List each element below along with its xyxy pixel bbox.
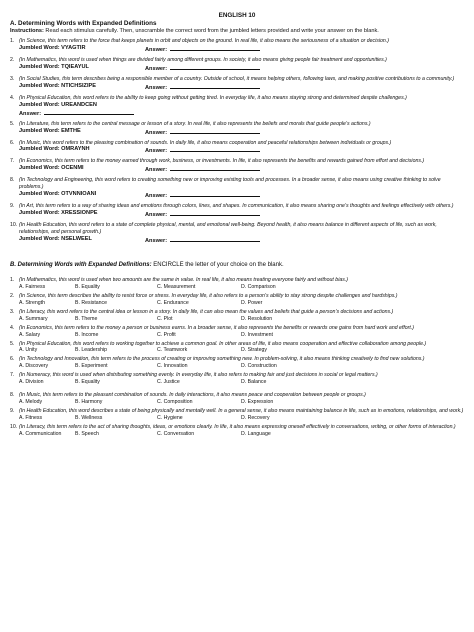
question-stimulus: (In Music, this word refers to the pleasing combination of sounds. In daily life, it also means cooperation and peaceful relationships between individuals or groups.) xyxy=(19,139,392,146)
jumbled-word-row xyxy=(19,146,464,155)
question-stimulus: (In Economics, this term refers to the money earned through work, business, or investments. In life, it also represents the benefits and rewards gained from effort and decisions.) xyxy=(19,158,425,165)
choice-option[interactable]: B. Leadership xyxy=(75,347,108,354)
jumbled-word: Jumbled Word: OTVNNIOANI xyxy=(19,191,97,198)
section-b-question xyxy=(10,408,464,415)
jumbled-word: Jumbled Word: UREANDCEN xyxy=(19,101,97,108)
choice-option[interactable]: D. Strategy xyxy=(241,347,267,354)
section-b-question xyxy=(10,392,464,399)
answer-area xyxy=(145,210,260,219)
choice-option[interactable]: A. Summary xyxy=(19,315,48,322)
choice-option[interactable]: A. Melody xyxy=(19,399,43,406)
question-number: 8. xyxy=(10,392,15,399)
question-stimulus: (In Mathematics, this word is used when two amounts are the same in value. In real life, it also means treating everyone fairly and without bias.) xyxy=(19,276,348,283)
answer-blank[interactable] xyxy=(170,146,260,152)
question-stimulus: (In Numeracy, this word is used when distributing something evenly. In everyday life, it also refers to making fair and just decisions in social or legal matters.) xyxy=(19,372,378,379)
question-stimulus: (In Art, this term refers to a way of sharing ideas and emotions through colors, lines, and shapes. In communication, it also means sharing one’s thoughts and feelings effectively with others.) xyxy=(19,203,454,210)
question-number: 1. xyxy=(10,38,15,44)
choice-option[interactable]: D. Expression xyxy=(241,399,274,406)
answer-label: Answer: xyxy=(145,212,168,219)
question-stimulus: (In Mathematics, this word is used when things are divided fairly among different groups. In society, it also means giving people fair treatment and opportunities.) xyxy=(19,56,387,63)
choice-option[interactable]: C. Endurance xyxy=(157,299,189,306)
section-b-title: B. Determining Words with Expanded Definitions: xyxy=(10,261,152,268)
question-number: 6. xyxy=(10,356,15,363)
answer-area xyxy=(145,64,260,73)
jumbled-word-row xyxy=(19,128,464,137)
section-b-question xyxy=(10,341,464,348)
choice-option[interactable]: B. Wellness xyxy=(75,415,103,422)
jumbled-word-row xyxy=(19,165,464,174)
answer-blank[interactable] xyxy=(170,210,260,216)
question-number: 10. xyxy=(10,222,18,229)
page-title: ENGLISH 10 xyxy=(218,12,256,19)
section-a-question xyxy=(10,203,464,210)
section-a-question xyxy=(10,121,464,128)
instructions-text: Read each stimulus carefully. Then, unscramble the correct word from the jumbled letters provided and write your answer on the blank. xyxy=(43,28,379,34)
jumbled-word-row xyxy=(19,191,464,200)
section-b-question xyxy=(10,424,464,431)
answer-blank[interactable] xyxy=(170,83,260,89)
choice-option[interactable]: D. Resolution xyxy=(241,315,273,322)
section-a-question xyxy=(10,95,464,102)
choice-option[interactable]: B. Equality xyxy=(75,283,100,290)
choice-option[interactable]: B. Resistance xyxy=(75,299,108,306)
question-number: 6. xyxy=(10,139,15,146)
question-number: 7. xyxy=(10,372,15,379)
question-stimulus: (In Science, this term describes the ability to resist force or stress. In everyday life, it also refers to a person’s ability to stay strong despite challenges and hardships.) xyxy=(19,292,398,299)
choice-option[interactable]: D. Language xyxy=(241,430,271,437)
section-a-title: A. Determining Words with Expanded Definitions xyxy=(10,20,157,27)
section-a-list xyxy=(10,38,464,245)
choice-row xyxy=(19,347,464,354)
jumbled-word: Jumbled Word: OMRAYNH xyxy=(19,146,90,153)
choice-row xyxy=(19,415,464,422)
choice-row xyxy=(19,316,464,323)
jumbled-word: Jumbled Word: XRESSIONPE xyxy=(19,210,98,217)
question-stimulus: (In Literature, this term refers to the central message or lesson of a story. In real life, it also represents the beliefs and morals that guide people’s actions.) xyxy=(19,120,371,127)
choice-row xyxy=(19,431,464,438)
question-number: 8. xyxy=(10,177,15,184)
choice-option[interactable]: B. Experiment xyxy=(75,363,108,370)
choice-option[interactable]: D. Investment xyxy=(241,331,274,338)
section-b-question xyxy=(10,325,464,332)
question-number: 2. xyxy=(10,56,15,63)
choice-option[interactable]: D. Recovery xyxy=(241,415,270,422)
jumbled-word-row xyxy=(19,83,464,92)
section-a-question xyxy=(10,57,464,64)
question-stimulus: (In Science, this term refers to the force that keeps planets in orbit and objects on the ground. In real life, it also means the seriousness of a situation or decision.) xyxy=(19,38,389,44)
section-a-instructions xyxy=(10,28,464,35)
question-stimulus: (In Health Education, this word describes a state of being physically and mentally well. In a general sense, it also means maintaining balance in life, such as in emotions, relationships, and work.) xyxy=(19,408,464,415)
jumbled-word-row xyxy=(19,45,464,54)
answer-area xyxy=(145,146,260,155)
choice-option[interactable]: D. Balance xyxy=(241,379,267,386)
choice-row xyxy=(19,363,464,370)
question-stimulus: (In Health Education, this word refers to a state of complete physical, mental, and emotional well-being. Beyond health, it also means balance in different aspects of life, such as work, relationships, and personal growth.) xyxy=(19,222,437,235)
choice-row xyxy=(19,284,464,291)
jumbled-word: Jumbled Word: NSELWEEL xyxy=(19,235,92,242)
section-b-heading xyxy=(10,261,464,269)
choice-option[interactable]: A. Discovery xyxy=(19,363,49,370)
question-number: 3. xyxy=(10,308,15,315)
answer-area xyxy=(145,128,260,137)
answer-blank[interactable] xyxy=(170,128,260,134)
answer-label: Answer: xyxy=(19,110,42,117)
choice-option[interactable]: B. Harmony xyxy=(75,399,103,406)
choice-row xyxy=(19,300,464,307)
instructions-label: Instructions: xyxy=(10,28,44,34)
question-number: 9. xyxy=(10,203,15,210)
question-number: 5. xyxy=(10,340,15,347)
section-a-question xyxy=(10,140,464,147)
jumbled-word: Jumbled Word: OCENMI xyxy=(19,165,84,172)
question-stimulus: (In Social Studies, this term describes being a responsible member of a country. Outside of school, it means helping others, following laws, and making positive contributions to a community.) xyxy=(19,75,455,82)
question-stimulus: (In Literacy, this term refers to the act of sharing thoughts, ideas, or emotions clearly. In life, it also means expressing oneself effectively in conversations, writing, or other forms of interaction.) xyxy=(19,424,456,431)
choice-option[interactable]: C. Composition xyxy=(157,399,193,406)
section-a-question xyxy=(10,177,464,191)
question-stimulus: (In Music, this term refers to the pleasant combination of sounds. In daily interactions, it also means peace and cooperation between people or groups.) xyxy=(19,392,366,399)
choice-option[interactable]: C. Hygiene xyxy=(157,415,183,422)
section-a-question xyxy=(10,158,464,165)
section-b-instruction: ENCIRCLE the letter of your choice on the blank. xyxy=(151,261,284,268)
choice-option[interactable]: A. Fairness xyxy=(19,283,46,290)
section-b-question xyxy=(10,293,464,300)
choice-option[interactable]: A. Fitness xyxy=(19,415,43,422)
choice-option[interactable]: A. Salary xyxy=(19,331,41,338)
section-a-question xyxy=(10,222,464,236)
answer-label: Answer: xyxy=(145,46,168,53)
question-stimulus: (In Technology and Innovation, this term refers to the process of creating or improving something new. In problem-solving, it also means thinking creatively to find new solutions.) xyxy=(19,356,425,363)
choice-option[interactable]: D. Power xyxy=(241,299,263,306)
choice-option[interactable]: A. Division xyxy=(19,379,44,386)
answer-area xyxy=(19,109,464,118)
section-b-question xyxy=(10,277,464,284)
answer-label: Answer: xyxy=(145,167,168,174)
question-stimulus: (In Physical Education, this word refers to working together to achieve a common goal. In other areas of life, it also means cooperation and effective collaboration among people.) xyxy=(19,340,427,347)
section-b-question xyxy=(10,309,464,316)
section-b-question xyxy=(10,372,464,379)
jumbled-word-row xyxy=(19,102,464,118)
answer-label: Answer: xyxy=(145,237,168,244)
answer-blank[interactable] xyxy=(170,45,260,51)
section-a-question xyxy=(10,76,464,83)
answer-blank[interactable] xyxy=(170,165,260,171)
jumbled-word: Jumbled Word: NTICHSIZIPE xyxy=(19,82,96,89)
section-a-question xyxy=(10,38,464,45)
question-number: 1. xyxy=(10,276,15,283)
question-stimulus: (In Technology and Engineering, this word refers to creating something new or improving existing tools and processes. In a broader sense, it also means using creative thinking to solve problems.) xyxy=(19,177,441,191)
answer-label: Answer: xyxy=(145,65,168,72)
question-number: 7. xyxy=(10,158,15,165)
answer-blank[interactable] xyxy=(170,191,260,197)
choice-option[interactable]: B. Income xyxy=(75,331,99,338)
choice-option[interactable]: A. Strength xyxy=(19,299,45,306)
choice-row xyxy=(19,379,464,386)
jumbled-word-row xyxy=(19,64,464,73)
answer-label: Answer: xyxy=(145,193,168,200)
question-number: 3. xyxy=(10,75,15,82)
answer-label: Answer: xyxy=(145,148,168,155)
question-stimulus: (In Literacy, this word refers to the central idea or lesson in a story. In daily life, it can also mean the values and beliefs that guide a person’s decisions and actions.) xyxy=(19,308,394,315)
jumbled-word: Jumbled Word: TQIEAYUL xyxy=(19,63,89,70)
choice-option[interactable]: C. Profit xyxy=(157,331,176,338)
question-number: 9. xyxy=(10,408,15,415)
choice-option[interactable]: C. Plot xyxy=(157,315,173,322)
section-b-question xyxy=(10,356,464,363)
question-stimulus: (In Physical Education, this word refers to the ability to keep going without getting tired. In everyday life, it also means staying strong and determined despite challenges.) xyxy=(19,94,407,101)
choice-option[interactable]: B. Speech xyxy=(75,430,99,437)
choice-option[interactable]: B. Theme xyxy=(75,315,98,322)
question-number: 4. xyxy=(10,324,15,331)
jumbled-word-row xyxy=(19,236,464,245)
answer-area xyxy=(145,165,260,174)
choice-option[interactable]: D. Comparison xyxy=(241,283,276,290)
question-stimulus: (In Economics, this term refers to the money a person or business earns. In a broader sense, it also represents the benefits or rewards one gains from hard work and effort.) xyxy=(19,324,415,331)
answer-area xyxy=(145,83,260,92)
question-number: 4. xyxy=(10,94,15,101)
choice-option[interactable]: A. Communication xyxy=(19,430,62,437)
question-number: 5. xyxy=(10,120,15,127)
choice-option[interactable]: C. Innovation xyxy=(157,363,188,370)
choice-option[interactable]: D. Construction xyxy=(241,363,277,370)
answer-label: Answer: xyxy=(145,129,168,136)
choice-option[interactable]: A. Unity xyxy=(19,347,38,354)
answer-label: Answer: xyxy=(145,84,168,91)
answer-area xyxy=(145,45,260,54)
choice-row xyxy=(19,332,464,339)
choice-option[interactable]: C. Conversation xyxy=(157,430,195,437)
answer-blank[interactable] xyxy=(170,64,260,70)
choice-option[interactable]: B. Equality xyxy=(75,379,100,386)
jumbled-word-row xyxy=(19,210,464,219)
answer-area xyxy=(145,191,260,200)
jumbled-word: Jumbled Word: EMTHE xyxy=(19,127,81,134)
answer-area xyxy=(145,236,260,245)
choice-row xyxy=(19,399,464,406)
question-number: 2. xyxy=(10,292,15,299)
choice-option[interactable]: C. Measurement xyxy=(157,283,196,290)
question-number: 10. xyxy=(10,424,18,431)
section-b-list xyxy=(10,277,464,438)
choice-option[interactable]: C. Justice xyxy=(157,379,180,386)
answer-blank[interactable] xyxy=(44,109,134,115)
jumbled-word: Jumbled Word: VYAGTIR xyxy=(19,44,86,51)
answer-blank[interactable] xyxy=(170,236,260,242)
choice-option[interactable]: C. Teamwork xyxy=(157,347,188,354)
